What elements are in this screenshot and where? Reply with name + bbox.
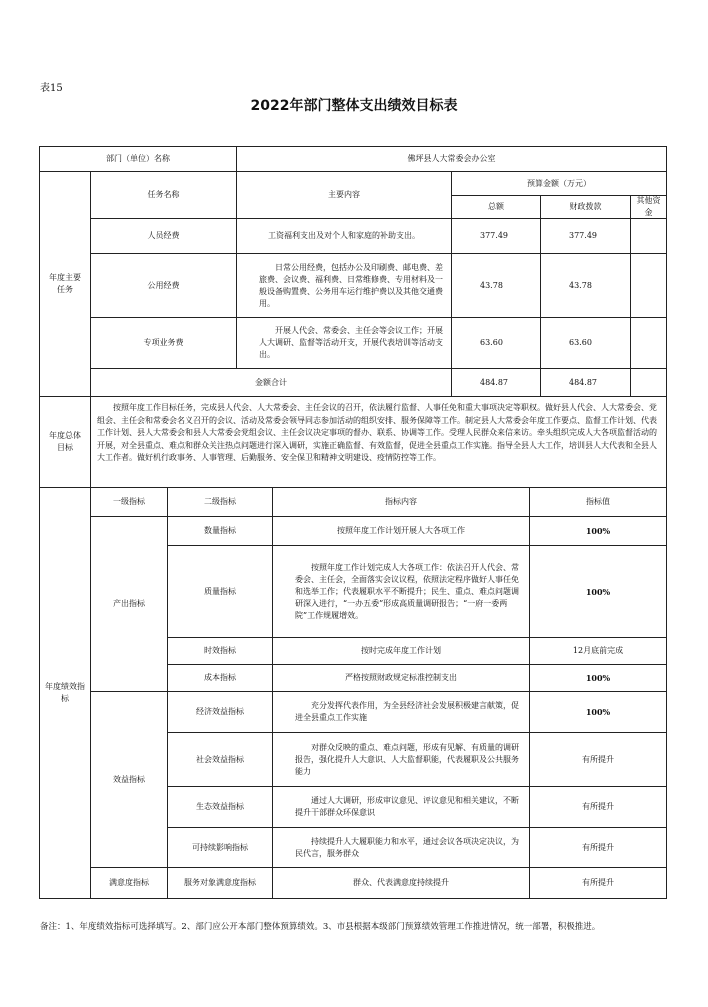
task-total: 43.78 xyxy=(451,253,541,318)
task-other xyxy=(630,218,667,254)
cost-indicator: 成本指标 xyxy=(167,664,273,692)
task-content: 开展人代会、常委会、主任会等会议工作；开展人大调研、监督等活动开支，开展代表培训等活动支出。 xyxy=(236,317,452,369)
quantity-indicator: 数量指标 xyxy=(167,516,273,546)
main-content-header: 主要内容 xyxy=(236,171,452,219)
task-fiscal: 43.78 xyxy=(540,253,631,318)
quality-indicator: 质量指标 xyxy=(167,545,273,638)
indicator-content: 持续提升人大履职能力和水平，通过会议各项决定决议，为民代言，服务群众 xyxy=(272,827,530,868)
task-content: 日常公用经费，包括办公及印刷费、邮电费、差旅费、会议费、福利费、日常维修费、专用材料及一般设备购置费、公务用车运行维护费以及其他交通费用。 xyxy=(236,253,452,318)
level1-header: 一级指标 xyxy=(90,487,168,517)
task-total: 377.49 xyxy=(451,218,541,254)
satisfaction-indicators-label: 满意度指标 xyxy=(90,867,168,899)
indicator-value: 100% xyxy=(529,545,667,638)
indicator-content: 充分发挥代表作用，为全县经济社会发展积极建言献策，促进全县重点工作实施 xyxy=(272,691,530,733)
indicator-content: 对群众反映的重点、难点问题，形成有见解、有质量的调研报告，强化提升人大意识、人大监督职能，代表履职及公共服务能力 xyxy=(272,732,530,787)
task-fiscal: 377.49 xyxy=(540,218,631,254)
task-other xyxy=(630,317,667,369)
social-benefit-indicator: 社会效益指标 xyxy=(167,732,273,787)
indicators-section-label: 年度绩效指标 xyxy=(39,487,91,899)
other-header: 其他资金 xyxy=(630,195,667,219)
sustainability-indicator: 可持续影响指标 xyxy=(167,827,273,868)
overall-goal-text: 按照年度工作目标任务，完成县人代会、人大常委会、主任会议的召开，依法履行监督、人事任免和重大事项决定等职权。做好县人代会、人大常委会、党组会、主任会和常委会名义召开的会议、活动及常委会领导同志参加活动的组织安排、服务保障等工作。制定县人大常委会年度工作要点、监督工作计划、代表工作计划、县人大常委会和县人大常委会党组会议、主任会议决定事项的督办、联系、协调等工作。受理人民群众来信来访。牵头组织完成人大各项监督活动的开展，对全县重点、难点和群众关注热点问题进行深入调研，实施正确监督、有效监督，促进全县重点工作实施。指导全县人大工作，培训县人大代表和全县人大工作者。做好机行政事务、人事管理、后勤服务、安全保卫和精神文明建设、疫情防控等工作。 xyxy=(90,396,667,488)
indicator-content: 按时完成年度工作计划 xyxy=(272,637,530,665)
task-name: 公用经费 xyxy=(90,253,237,318)
timeliness-indicator: 时效指标 xyxy=(167,637,273,665)
overall-goal-label: 年度总体目标 xyxy=(39,396,91,488)
indicator-value: 100% xyxy=(529,691,667,733)
footnote: 备注：1、年度绩效指标可选择填写。2、部门应公开本部门整体预算绩效。3、市县根据本级部门预算绩效管理工作推进情况，统一部署，积极推进。 xyxy=(40,922,601,932)
sum-other xyxy=(630,368,667,397)
indicator-value-header: 指标值 xyxy=(529,487,667,517)
form-number: 表15 xyxy=(40,83,63,94)
service-satisfaction-indicator: 服务对象满意度指标 xyxy=(167,867,273,899)
sum-fiscal: 484.87 xyxy=(540,368,631,397)
indicator-value: 有所提升 xyxy=(529,786,667,828)
benefit-indicators-label: 效益指标 xyxy=(90,691,168,868)
task-fiscal: 63.60 xyxy=(540,317,631,369)
task-name: 人员经费 xyxy=(90,218,237,254)
ecological-benefit-indicator: 生态效益指标 xyxy=(167,786,273,828)
task-name: 专项业务费 xyxy=(90,317,237,369)
indicator-content-header: 指标内容 xyxy=(272,487,530,517)
indicator-value: 12月底前完成 xyxy=(529,637,667,665)
indicator-value: 100% xyxy=(529,664,667,692)
task-total: 63.60 xyxy=(451,317,541,369)
sum-total: 484.87 xyxy=(451,368,541,397)
indicator-content: 按照年度工作计划完成人大各项工作：依法召开人代会、常委会、主任会，全面落实会议议程，依照法定程序做好人事任免和选举工作；代表履职水平不断提升；民生、重点、难点问题调研深入进行，“一办五委”形成高质量调研报告；“一府一委两院”工作规履增效。 xyxy=(272,545,530,638)
task-other xyxy=(630,253,667,318)
total-header: 总额 xyxy=(451,195,541,219)
task-content: 工资福利支出及对个人和家庭的补助支出。 xyxy=(236,218,452,254)
indicator-content: 群众、代表满意度持续提升 xyxy=(272,867,530,899)
indicator-content: 严格按照财政规定标准控制支出 xyxy=(272,664,530,692)
indicator-value: 有所提升 xyxy=(529,867,667,899)
indicator-value: 有所提升 xyxy=(529,827,667,868)
output-indicators-label: 产出指标 xyxy=(90,516,168,692)
economic-benefit-indicator: 经济效益指标 xyxy=(167,691,273,733)
indicator-content: 通过人大调研，形成审议意见、评议意见和相关建议，不断提升干部群众环保意识 xyxy=(272,786,530,828)
indicator-content: 按照年度工作计划开展人大各项工作 xyxy=(272,516,530,546)
dept-name: 佛坪县人大常委会办公室 xyxy=(236,146,667,172)
indicator-value: 有所提升 xyxy=(529,732,667,787)
dept-label: 部门（单位）名称 xyxy=(39,146,237,172)
level2-header: 二级指标 xyxy=(167,487,273,517)
fiscal-header: 财政拨款 xyxy=(540,195,631,219)
budget-header: 预算金额（万元） xyxy=(451,171,667,196)
tasks-section-label: 年度主要任务 xyxy=(39,171,91,397)
indicator-value: 100% xyxy=(529,516,667,546)
task-name-header: 任务名称 xyxy=(90,171,237,219)
page-title: 2022年部门整体支出绩效目标表 xyxy=(250,98,458,114)
sum-label: 金额合计 xyxy=(90,368,452,397)
